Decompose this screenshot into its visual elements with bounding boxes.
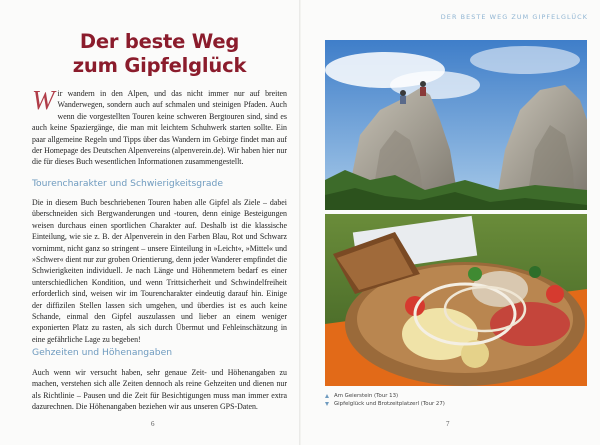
title-line-1: Der beste Weg <box>79 30 240 53</box>
caption-2-text: Gipfelglück und Brotzeitplatzerl (Tour 27) <box>334 401 445 407</box>
running-head: DER BESTE WEG ZUM GIPFELGLÜCK <box>440 13 588 21</box>
mountain-rocks-illustration <box>325 40 587 210</box>
photo-geierstein <box>325 40 587 210</box>
walking-times-paragraph: Auch wenn wir versucht haben, sehr genaue Zeit- und Höhenangaben zu machen, verstehen sich alle Zeiten dennoch als reine Gehzeiten und dienen nur als Richtlinie – Pausen und die Zeit für Besichtigungen muss man immer extra dazurechnen. Die Höhenangaben beziehen wir aus unseren GPS-Daten. <box>32 368 287 412</box>
caption-2 <box>325 400 587 408</box>
page-number-left: 6 <box>151 420 155 428</box>
title-line-2: zum Gipfelglück <box>72 54 247 77</box>
caption-1-text: Am Geierstein (Tour 13) <box>334 393 399 399</box>
food-platter-illustration <box>325 214 587 386</box>
intro-text: ir wandern in den Alpen, und das nicht immer nur auf breiten Wanderwegen, sondern auch auf schmalen und steinigen Pfaden. Auch wenn die vorgestellten Touren keine schweren Bergtouren sind, sind es auch keine Spaziergänge, die man mit leichtem Schuhwerk starten sollte. Ein paar allgemeine Regeln und Tipps über das Wandern im Gebirge findet man auf der Homepage des Deutschen Alpenvereins (alpenverein.de). Wir haben hier nur die für dieses Buch wesentlichen Informationen zusammengestellt. <box>32 89 287 167</box>
right-page <box>301 0 600 445</box>
triangle-up-icon <box>325 394 329 398</box>
photo-captions <box>325 392 587 408</box>
intro-paragraph <box>32 85 287 168</box>
triangle-down-icon <box>325 402 329 406</box>
page-title <box>32 30 287 78</box>
tour-character-paragraph: Die in diesem Buch beschriebenen Touren haben alle Gipfel als Ziele – dabei überschneiden sich Bergwanderungen und -touren, denn einige Besteigungen weisen durchaus einen sportlichen Charakter auf. Deshalb ist die klassische Einteilung, wie sie z. B. der Alpenverein in den Farben Blau, Rot und Schwarz vornimmt, nicht ganz so stringent – unsere Einteilung in »Leicht«, »Mittel« und »Schwer« dient nur zur groben Orientierung, denn jeder Wanderer empfindet die Schwierigkeiten individuell. Je nach Länge und Höhenmetern bedarf es einer unterschiedlichen Kondition, und wenn Trittsicherheit und Schwindelfreiheit erforderlich sind, weisen wir im Tourencharakter eindeutig darauf hin. Einige der diffizilen Stellen lassen sich umgehen, und überdies ist es auch keine Schande, einmal den Gipfel auszulassen und lieber an einem weniger exponierten Platz zu rasten, als sich durch Übermut und Fehleinschätzung in eine gefährliche Lage zu begeben! <box>32 198 287 344</box>
heading-tour-character: Tourencharakter und Schwierigkeitsgrade <box>32 178 224 189</box>
photo-brotzeit <box>325 214 587 386</box>
drop-cap: W <box>32 85 55 115</box>
heading-walking-times: Gehzeiten und Höhenangaben <box>32 347 173 358</box>
page-number-right: 7 <box>446 420 450 428</box>
caption-1 <box>325 392 587 400</box>
